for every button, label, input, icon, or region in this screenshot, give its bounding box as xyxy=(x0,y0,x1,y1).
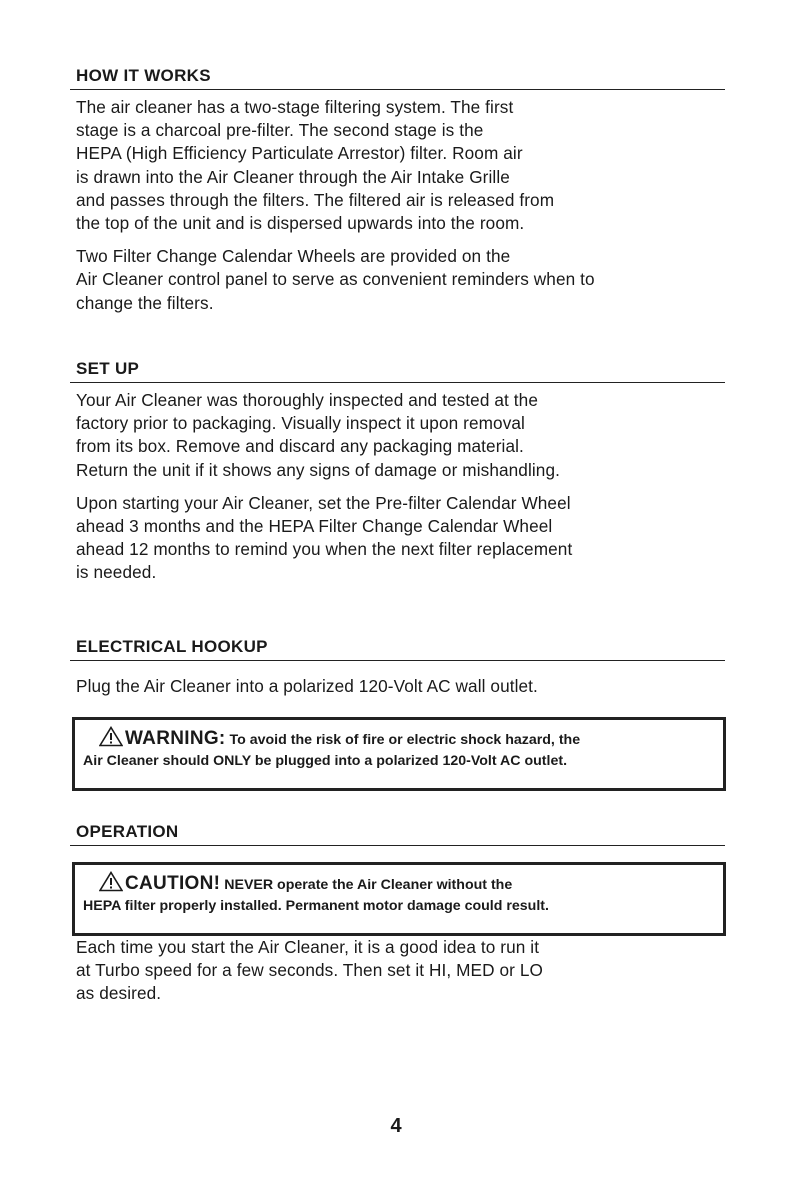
set-up-paragraph-2: Upon starting your Air Cleaner, set the Pre-filter Calendar Wheel ahead 3 months and the HEPA Filter Change Calendar Wheel ahead 12 months to remind you when the next filter replacement is needed. xyxy=(76,492,573,583)
warning-text-line-2: Air Cleaner should ONLY be plugged into a polarized 120-Volt AC outlet. xyxy=(83,753,568,769)
how-it-works-paragraph-1: The air cleaner has a two-stage filtering system. The first stage is a charcoal pre-filter. The second stage is the HEPA (High Efficiency Particulate Arrestor) filter. Room air is drawn into the Air Cleaner through the Air Intake Grille and passes through the filters. The filtered air is released from the top of the unit and is dispersed upwards into the room. xyxy=(76,97,555,234)
operation-heading: OPERATION xyxy=(70,822,725,846)
electrical-hookup-section xyxy=(70,637,725,698)
caution-text-line-2: HEPA filter properly installed. Permanent motor damage could result. xyxy=(83,898,549,914)
warning-triangle-icon xyxy=(99,726,123,752)
set-up-section xyxy=(70,359,725,585)
set-up-paragraph-1: Your Air Cleaner was thoroughly inspected and tested at the factory prior to packaging. Visually inspect it upon removal from its box. Remove and discard any packaging material. Return the unit if it shows any signs of damage or mishandling. xyxy=(76,390,560,480)
set-up-heading: SET UP xyxy=(70,359,725,383)
how-it-works-section xyxy=(70,66,725,315)
caution-text-line-1: NEVER operate the Air Cleaner without the xyxy=(224,877,513,893)
caution-box xyxy=(72,862,726,936)
operation-paragraph: Each time you start the Air Cleaner, it is a good idea to run it at Turbo speed for a few seconds. Then set it HI, MED or LO as desired. xyxy=(76,937,543,1004)
warning-label: WARNING: xyxy=(125,728,226,749)
page-number: 4 xyxy=(390,1115,402,1137)
electrical-hookup-heading: ELECTRICAL HOOKUP xyxy=(70,637,725,661)
operation-body xyxy=(70,930,725,1006)
warning-text-line-1: To avoid the risk of fire or electric shock hazard, the xyxy=(229,732,581,748)
how-it-works-paragraph-2: Two Filter Change Calendar Wheels are provided on the Air Cleaner control panel to serve as convenient reminders when to change the filters. xyxy=(76,246,595,313)
caution-label: CAUTION! xyxy=(125,873,221,894)
operation-section xyxy=(70,822,725,846)
electrical-hookup-paragraph: Plug the Air Cleaner into a polarized 120-Volt AC wall outlet. xyxy=(76,676,538,696)
warning-box xyxy=(72,717,726,791)
how-it-works-heading: HOW IT WORKS xyxy=(70,66,725,90)
caution-triangle-icon xyxy=(99,871,123,897)
